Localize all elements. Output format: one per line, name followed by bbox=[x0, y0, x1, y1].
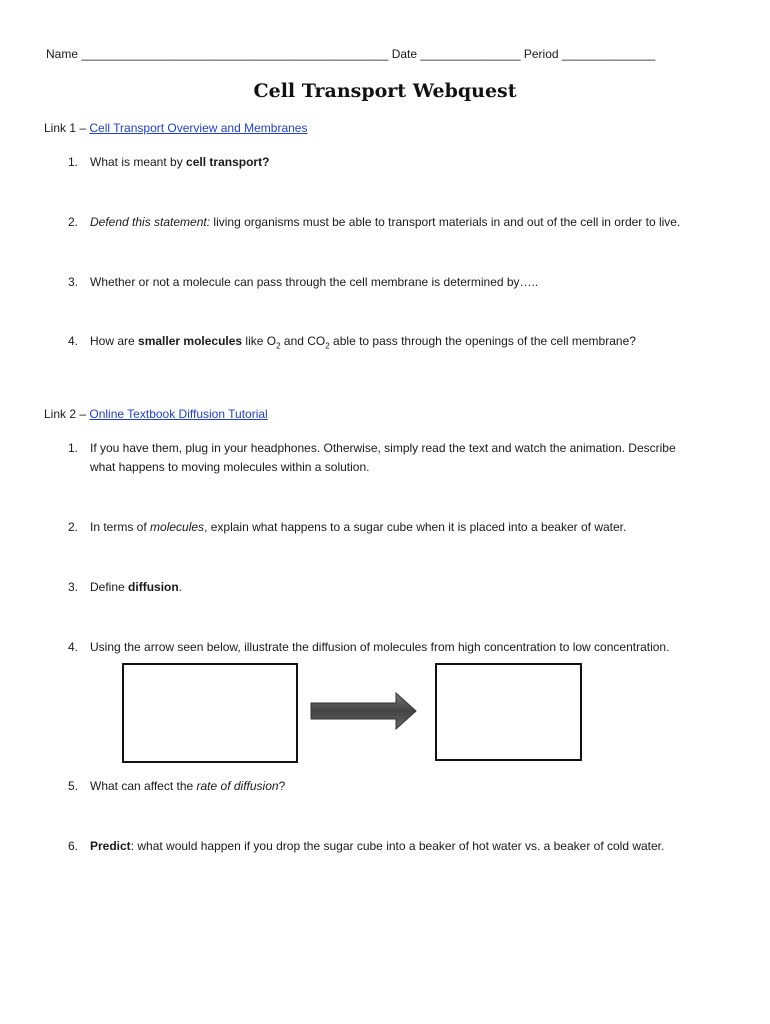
link1-line bbox=[44, 121, 307, 135]
low-concentration-box[interactable] bbox=[435, 663, 582, 761]
name-label: Name bbox=[46, 47, 79, 61]
link2-line bbox=[44, 407, 268, 421]
page-title: Cell Transport Webquest bbox=[253, 80, 517, 102]
period-label: Period bbox=[523, 47, 559, 61]
student-info-line bbox=[46, 47, 655, 61]
diffusion-arrow-icon bbox=[308, 690, 418, 732]
name-blank[interactable]: ______________________________________________ bbox=[81, 47, 389, 61]
high-concentration-box[interactable] bbox=[122, 663, 298, 763]
link1-hyperlink[interactable]: Cell Transport Overview and Membranes bbox=[89, 121, 308, 135]
link2-hyperlink[interactable]: Online Textbook Diffusion Tutorial bbox=[89, 407, 268, 421]
period-blank[interactable]: ______________ bbox=[561, 47, 656, 61]
date-blank[interactable]: _______________ bbox=[420, 47, 521, 61]
date-label: Date bbox=[391, 47, 418, 61]
link2-prefix: Link 2 – bbox=[44, 407, 90, 421]
link1-prefix: Link 1 – bbox=[44, 121, 90, 135]
